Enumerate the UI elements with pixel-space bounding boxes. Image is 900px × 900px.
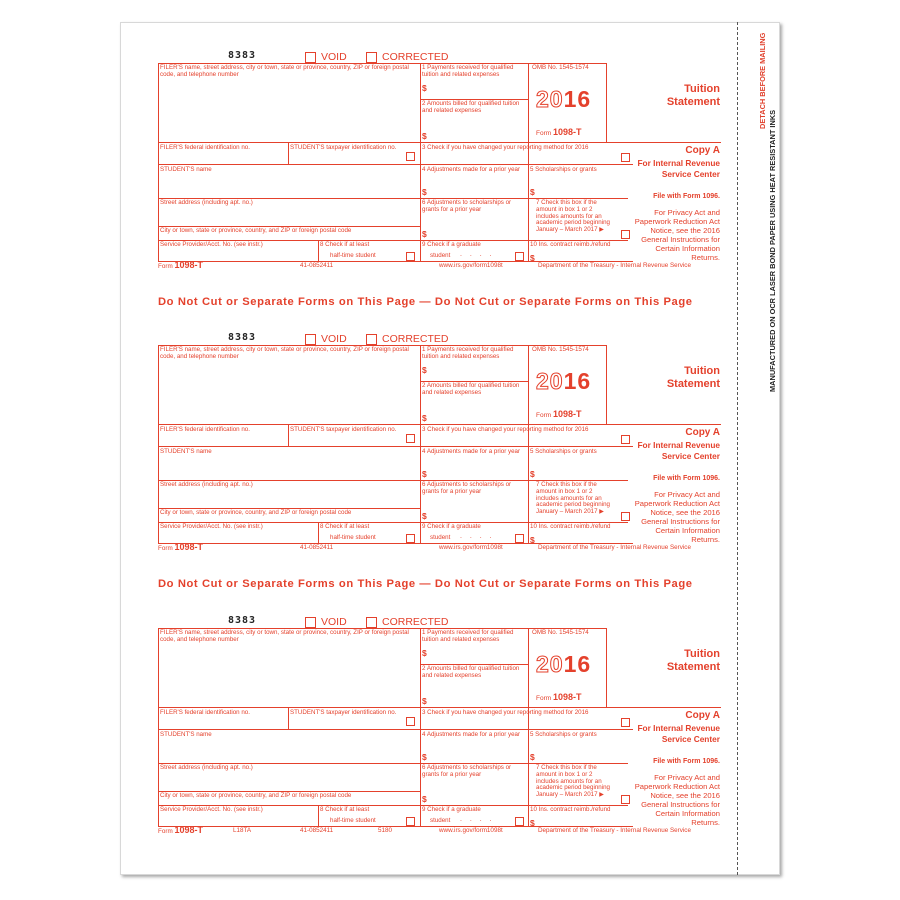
copy-a-label: Copy A bbox=[685, 145, 720, 156]
privacy-act-notice: For Privacy Act and Paperwork Reduction Act Notice, see the 2016 General Instructions for Certain Information Returns. bbox=[634, 208, 720, 262]
footer-dept: Department of the Treasury - Internal Revenue Service bbox=[538, 262, 691, 269]
footer-cat-number: 41-0852411 bbox=[300, 262, 334, 269]
void-label: VOID bbox=[321, 333, 347, 345]
box1-label: 1 Payments received for qualified tuition and related expenses bbox=[422, 346, 514, 360]
file-with-label: File with Form 1096. bbox=[653, 475, 720, 482]
box4-label: 4 Adjustments made for a prior year bbox=[422, 166, 521, 173]
form-rule bbox=[420, 628, 421, 827]
box9-checkbox[interactable] bbox=[515, 534, 524, 543]
box1-dollar-sign: $ bbox=[422, 648, 427, 658]
box1-label: 1 Payments received for qualified tuition and related expenses bbox=[422, 64, 514, 78]
form-1098t-copy-a-2 bbox=[158, 333, 721, 557]
box2-dollar-sign: $ bbox=[422, 696, 427, 706]
form-rule bbox=[318, 522, 319, 544]
student-tin-checkbox[interactable] bbox=[406, 434, 415, 443]
privacy-act-notice: For Privacy Act and Paperwork Reduction Act Notice, see the 2016 General Instructions for Certain Information Returns. bbox=[634, 490, 720, 544]
footer-url: www.irs.gov/form1098t bbox=[439, 262, 503, 269]
corrected-label: CORRECTED bbox=[382, 333, 449, 345]
box7-label: 7 Check this box if the amount in box 1 or 2 includes amounts for an academic period beginning January – March 2017 ▶ bbox=[536, 481, 610, 516]
service-provider-label: Service Provider/Acct. No. (see instr.) bbox=[160, 806, 263, 813]
street-address-label: Street address (including apt. no.) bbox=[160, 199, 253, 206]
box7-label: 7 Check this box if the amount in box 1 or 2 includes amounts for an academic period beginning January – March 2017 ▶ bbox=[536, 764, 610, 799]
city-label: City or town, state or province, country, and ZIP or foreign postal code bbox=[160, 227, 352, 234]
box7-checkbox[interactable] bbox=[621, 230, 630, 239]
form-code: 8383 bbox=[228, 332, 257, 343]
detach-before-mailing-text: DETACH BEFORE MAILING bbox=[758, 32, 767, 129]
form-rule bbox=[288, 424, 289, 446]
service-provider-label: Service Provider/Acct. No. (see instr.) bbox=[160, 523, 263, 530]
box4-label: 4 Adjustments made for a prior year bbox=[422, 731, 521, 738]
service-provider-label: Service Provider/Acct. No. (see instr.) bbox=[160, 241, 263, 248]
box4-dollar-sign: $ bbox=[422, 469, 427, 479]
city-label: City or town, state or province, country, and ZIP or foreign postal code bbox=[160, 509, 352, 516]
street-address-label: Street address (including apt. no.) bbox=[160, 764, 253, 771]
tax-year bbox=[536, 88, 591, 111]
form-header bbox=[158, 616, 721, 628]
box10-dollar-sign: $ bbox=[530, 535, 535, 545]
form-rule bbox=[288, 707, 289, 729]
box1-dollar-sign: $ bbox=[422, 83, 427, 93]
box9-leader-dots: . . . . bbox=[460, 816, 495, 823]
box10-label: 10 Ins. contract reimb./refund bbox=[530, 241, 611, 248]
box6-dollar-sign: $ bbox=[422, 229, 427, 239]
box1-label: 1 Payments received for qualified tuition and related expenses bbox=[422, 629, 514, 643]
corrected-checkbox[interactable] bbox=[366, 617, 377, 628]
filer-name-label: FILER'S name, street address, city or town, state or province, country, ZIP or foreign postal code, and telephone number bbox=[160, 346, 409, 360]
footer-cat-number: 41-0852411 bbox=[300, 827, 334, 834]
filer-name-label: FILER'S name, street address, city or town, state or province, country, ZIP or foreign postal code, and telephone number bbox=[160, 64, 409, 78]
void-checkbox[interactable] bbox=[305, 617, 316, 628]
box2-dollar-sign: $ bbox=[422, 413, 427, 423]
omb-label: OMB No. 1545-1574 bbox=[532, 346, 589, 353]
box8-label-line2: half-time student bbox=[330, 534, 376, 541]
box2-label: 2 Amounts billed for qualified tuition and related expenses bbox=[422, 382, 520, 396]
tax-year-suffix: 16 bbox=[563, 368, 592, 394]
perforation-line bbox=[737, 22, 738, 875]
void-checkbox[interactable] bbox=[305, 334, 316, 345]
form-title: Tuition Statement bbox=[666, 365, 720, 390]
student-name-label: STUDENT'S name bbox=[160, 731, 212, 738]
box3-checkbox[interactable] bbox=[621, 435, 630, 444]
void-label: VOID bbox=[321, 51, 347, 63]
form-rule bbox=[158, 345, 159, 543]
box3-label: 3 Check if you have changed your reporting method for 2016 bbox=[422, 426, 589, 433]
footer-dept: Department of the Treasury - Internal Revenue Service bbox=[538, 544, 691, 551]
tax-year-suffix: 16 bbox=[563, 86, 592, 112]
footer-form-number: Form 1098-T bbox=[158, 825, 203, 835]
box9-label-line2: student bbox=[430, 817, 451, 824]
do-not-cut-warning: Do Not Cut or Separate Forms on This Page — Do Not Cut or Separate Forms on This Page bbox=[158, 296, 693, 308]
form-number-label: Form 1098-T bbox=[536, 692, 582, 702]
box8-label-line2: half-time student bbox=[330, 252, 376, 259]
form-rule bbox=[420, 345, 421, 544]
form-grid bbox=[158, 345, 721, 543]
box7-checkbox[interactable] bbox=[621, 512, 630, 521]
copy-a-label: Copy A bbox=[685, 427, 720, 438]
form-rule bbox=[158, 729, 633, 730]
void-label: VOID bbox=[321, 616, 347, 628]
box8-label-line2: half-time student bbox=[330, 817, 376, 824]
footer-code-2: 5180 bbox=[378, 827, 393, 834]
box10-dollar-sign: $ bbox=[530, 818, 535, 828]
box3-checkbox[interactable] bbox=[621, 153, 630, 162]
tax-year bbox=[536, 370, 591, 393]
tax-year-prefix: 20 bbox=[536, 368, 564, 394]
tax-year-prefix: 20 bbox=[536, 651, 564, 677]
footer-form-number: Form 1098-T bbox=[158, 260, 203, 270]
form-rule bbox=[158, 446, 633, 447]
box4-dollar-sign: $ bbox=[422, 187, 427, 197]
box9-checkbox[interactable] bbox=[515, 817, 524, 826]
box5-dollar-sign: $ bbox=[530, 469, 535, 479]
form-code: 8383 bbox=[228, 615, 257, 626]
form-rule bbox=[158, 63, 159, 261]
form-footer bbox=[158, 827, 721, 839]
box4-label: 4 Adjustments made for a prior year bbox=[422, 448, 521, 455]
manufactured-on-text: MANUFACTURED ON OCR LASER BOND PAPER USING HEAT RESISTANT INKS bbox=[767, 109, 777, 392]
for-irs-label: For Internal Revenue Service Center bbox=[637, 158, 720, 179]
corrected-label: CORRECTED bbox=[382, 51, 449, 63]
copy-a-label: Copy A bbox=[685, 710, 720, 721]
box7-checkbox[interactable] bbox=[621, 795, 630, 804]
filer-tin-label: FILER'S federal identification no. bbox=[160, 144, 250, 151]
filer-name-label: FILER'S name, street address, city or town, state or province, country, ZIP or foreign postal code, and telephone number bbox=[160, 629, 409, 643]
file-with-label: File with Form 1096. bbox=[653, 758, 720, 765]
form-rule bbox=[318, 240, 319, 262]
box9-leader-dots: . . . . bbox=[460, 533, 495, 540]
student-tin-checkbox[interactable] bbox=[406, 152, 415, 161]
box7-label: 7 Check this box if the amount in box 1 or 2 includes amounts for an academic period beginning January – March 2017 ▶ bbox=[536, 199, 610, 234]
student-tin-checkbox[interactable] bbox=[406, 717, 415, 726]
box6-label: 6 Adjustments to scholarships or grants for a prior year bbox=[422, 481, 512, 495]
form-1098t-copy-a-3 bbox=[158, 616, 721, 840]
box9-label-line2: student bbox=[430, 252, 451, 259]
form-rule bbox=[420, 63, 421, 262]
filer-tin-label: FILER'S federal identification no. bbox=[160, 426, 250, 433]
tax-year-suffix: 16 bbox=[563, 651, 592, 677]
box9-label: 9 Check if a graduate bbox=[422, 806, 481, 813]
box8-checkbox[interactable] bbox=[406, 534, 415, 543]
box9-label: 9 Check if a graduate bbox=[422, 241, 481, 248]
box6-dollar-sign: $ bbox=[422, 511, 427, 521]
box5-label: 5 Scholarships or grants bbox=[530, 448, 597, 455]
student-name-label: STUDENT'S name bbox=[160, 166, 212, 173]
box8-label: 8 Check if at least bbox=[320, 806, 370, 813]
box5-label: 5 Scholarships or grants bbox=[530, 166, 597, 173]
corrected-checkbox[interactable] bbox=[366, 52, 377, 63]
box9-leader-dots: . . . . bbox=[460, 251, 495, 258]
box6-dollar-sign: $ bbox=[422, 794, 427, 804]
box2-label: 2 Amounts billed for qualified tuition and related expenses bbox=[422, 665, 520, 679]
box3-label: 3 Check if you have changed your reporting method for 2016 bbox=[422, 709, 589, 716]
form-footer bbox=[158, 544, 721, 556]
footer-url: www.irs.gov/form1098t bbox=[439, 827, 503, 834]
footer-cat-number: 41-0852411 bbox=[300, 544, 334, 551]
form-grid bbox=[158, 628, 721, 826]
box5-dollar-sign: $ bbox=[530, 752, 535, 762]
tax-year bbox=[536, 653, 591, 676]
student-name-label: STUDENT'S name bbox=[160, 448, 212, 455]
filer-tin-label: FILER'S federal identification no. bbox=[160, 709, 250, 716]
box9-checkbox[interactable] bbox=[515, 252, 524, 261]
file-with-label: File with Form 1096. bbox=[653, 193, 720, 200]
for-irs-label: For Internal Revenue Service Center bbox=[637, 440, 720, 461]
form-rule bbox=[158, 707, 721, 708]
box3-checkbox[interactable] bbox=[621, 718, 630, 727]
box8-checkbox[interactable] bbox=[406, 252, 415, 261]
student-tin-label: STUDENT'S taxpayer identification no. bbox=[290, 426, 397, 433]
box8-checkbox[interactable] bbox=[406, 817, 415, 826]
form-rule bbox=[318, 805, 319, 827]
box2-label: 2 Amounts billed for qualified tuition and related expenses bbox=[422, 100, 520, 114]
corrected-label: CORRECTED bbox=[382, 616, 449, 628]
form-rule bbox=[158, 424, 721, 425]
void-checkbox[interactable] bbox=[305, 52, 316, 63]
form-grid bbox=[158, 63, 721, 261]
omb-label: OMB No. 1545-1574 bbox=[532, 629, 589, 636]
form-header bbox=[158, 333, 721, 345]
box9-label-line2: student bbox=[430, 534, 451, 541]
privacy-act-notice: For Privacy Act and Paperwork Reduction Act Notice, see the 2016 General Instructions for Certain Information Returns. bbox=[634, 773, 720, 827]
box10-dollar-sign: $ bbox=[530, 253, 535, 263]
form-code: 8383 bbox=[228, 50, 257, 61]
form-number-label: Form 1098-T bbox=[536, 127, 582, 137]
form-rule bbox=[288, 142, 289, 164]
box8-label: 8 Check if at least bbox=[320, 523, 370, 530]
box4-dollar-sign: $ bbox=[422, 752, 427, 762]
box2-dollar-sign: $ bbox=[422, 131, 427, 141]
form-rule bbox=[158, 628, 159, 826]
form-rule bbox=[528, 63, 529, 262]
omb-label: OMB No. 1545-1574 bbox=[532, 64, 589, 71]
box3-label: 3 Check if you have changed your reporting method for 2016 bbox=[422, 144, 589, 151]
student-tin-label: STUDENT'S taxpayer identification no. bbox=[290, 144, 397, 151]
student-tin-label: STUDENT'S taxpayer identification no. bbox=[290, 709, 397, 716]
form-header bbox=[158, 51, 721, 63]
form-number-label: Form 1098-T bbox=[536, 409, 582, 419]
form-rule bbox=[158, 164, 633, 165]
box10-label: 10 Ins. contract reimb./refund bbox=[530, 806, 611, 813]
box10-label: 10 Ins. contract reimb./refund bbox=[530, 523, 611, 530]
form-rule bbox=[528, 345, 529, 544]
footer-url: www.irs.gov/form1098t bbox=[439, 544, 503, 551]
box8-label: 8 Check if at least bbox=[320, 241, 370, 248]
form-title: Tuition Statement bbox=[666, 648, 720, 673]
tax-year-prefix: 20 bbox=[536, 86, 564, 112]
form-rule bbox=[528, 628, 529, 827]
box6-label: 6 Adjustments to scholarships or grants for a prior year bbox=[422, 199, 512, 213]
footer-dept: Department of the Treasury - Internal Revenue Service bbox=[538, 827, 691, 834]
form-title: Tuition Statement bbox=[666, 83, 720, 108]
box5-label: 5 Scholarships or grants bbox=[530, 731, 597, 738]
box1-dollar-sign: $ bbox=[422, 365, 427, 375]
form-footer bbox=[158, 262, 721, 274]
form-1098t-copy-a-1 bbox=[158, 51, 721, 275]
do-not-cut-warning: Do Not Cut or Separate Forms on This Page — Do Not Cut or Separate Forms on This Page bbox=[158, 578, 693, 590]
footer-form-number: Form 1098-T bbox=[158, 542, 203, 552]
street-address-label: Street address (including apt. no.) bbox=[160, 481, 253, 488]
box9-label: 9 Check if a graduate bbox=[422, 523, 481, 530]
footer-code-1: L18TA bbox=[233, 827, 252, 834]
form-rule bbox=[158, 142, 721, 143]
box6-label: 6 Adjustments to scholarships or grants for a prior year bbox=[422, 764, 512, 778]
corrected-checkbox[interactable] bbox=[366, 334, 377, 345]
box5-dollar-sign: $ bbox=[530, 187, 535, 197]
for-irs-label: For Internal Revenue Service Center bbox=[637, 723, 720, 744]
city-label: City or town, state or province, country, and ZIP or foreign postal code bbox=[160, 792, 352, 799]
